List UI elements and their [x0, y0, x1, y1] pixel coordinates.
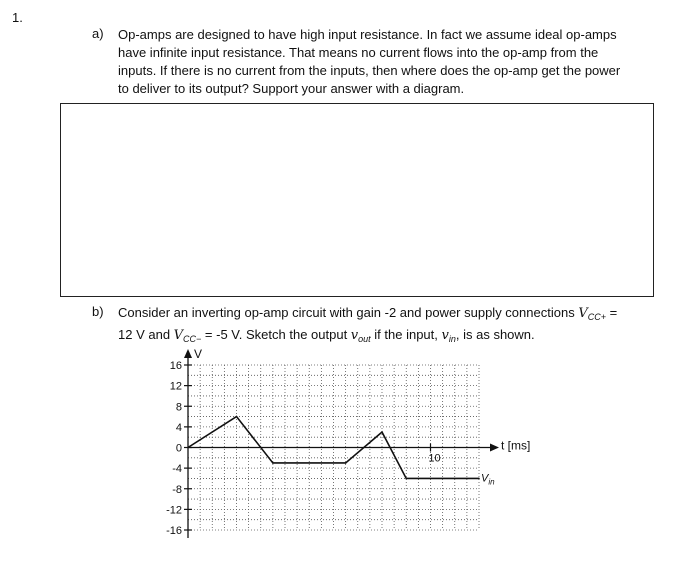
vcc-minus-sub: CC−: [183, 334, 202, 344]
part-b-text-1: Consider an inverting op-amp circuit with gain -2 and power supply connections: [118, 305, 579, 320]
x-axis-arrow-icon: [490, 444, 499, 452]
equals-sign: =: [605, 305, 618, 320]
vcc-plus-sub: CC+: [587, 312, 606, 322]
series-point: [405, 478, 407, 480]
y-tick-label: -8: [172, 483, 182, 496]
part-b-label: b): [92, 304, 104, 319]
series-point: [236, 416, 238, 418]
part-b-value-2: = -5 V. Sketch the output: [201, 327, 351, 342]
series-label-vin: [481, 472, 495, 486]
vout-symbol: v: [350, 328, 359, 343]
y-tick-label: -12: [166, 504, 182, 517]
vcc-minus-symbol: V: [173, 328, 184, 343]
y-tick-label: 16: [169, 360, 182, 372]
y-ticks: [166, 360, 441, 537]
part-a-line: inputs. If there is no current from the inputs, then where does the op-amp get the power: [118, 63, 621, 78]
vout-sub: out: [358, 334, 371, 344]
x-axis-label: t [ms]: [501, 438, 531, 453]
series-label-sub: in: [488, 477, 495, 487]
part-b-value-1: 12 V and: [118, 327, 174, 342]
part-b-text-3: if the input,: [370, 327, 442, 342]
part-b-text-4: , is as shown.: [455, 327, 535, 342]
series-point: [345, 462, 347, 464]
y-tick-label: 12: [169, 380, 182, 393]
y-tick-label: 0: [175, 442, 182, 455]
part-a-line: Op-amps are designed to have high input resistance. In fact we assume ideal op-amps: [118, 27, 617, 42]
series-label-main: V: [481, 472, 489, 485]
series-point: [478, 478, 480, 480]
vin-sub: in: [448, 334, 456, 344]
y-axis-label: V: [194, 347, 203, 361]
series-point: [187, 447, 189, 449]
y-tick-label: -16: [166, 525, 182, 537]
x-tick-label: 10: [428, 452, 441, 465]
vin-symbol: v: [441, 328, 449, 343]
y-tick-label: 4: [175, 421, 182, 434]
part-a-line: have infinite input resistance. That means no current flows into the op-amp from the: [118, 45, 599, 60]
series-point: [272, 462, 274, 464]
question-number: 1.: [12, 10, 23, 25]
y-axis-arrow-icon: [184, 349, 192, 358]
vcc-plus-symbol: V: [578, 306, 588, 321]
y-tick-label: 8: [175, 401, 182, 414]
part-a-label: a): [92, 26, 104, 41]
series-point: [381, 431, 383, 433]
y-tick-label: -4: [172, 463, 182, 476]
part-a-line: to deliver to its output? Support your answer with a diagram.: [118, 81, 465, 96]
